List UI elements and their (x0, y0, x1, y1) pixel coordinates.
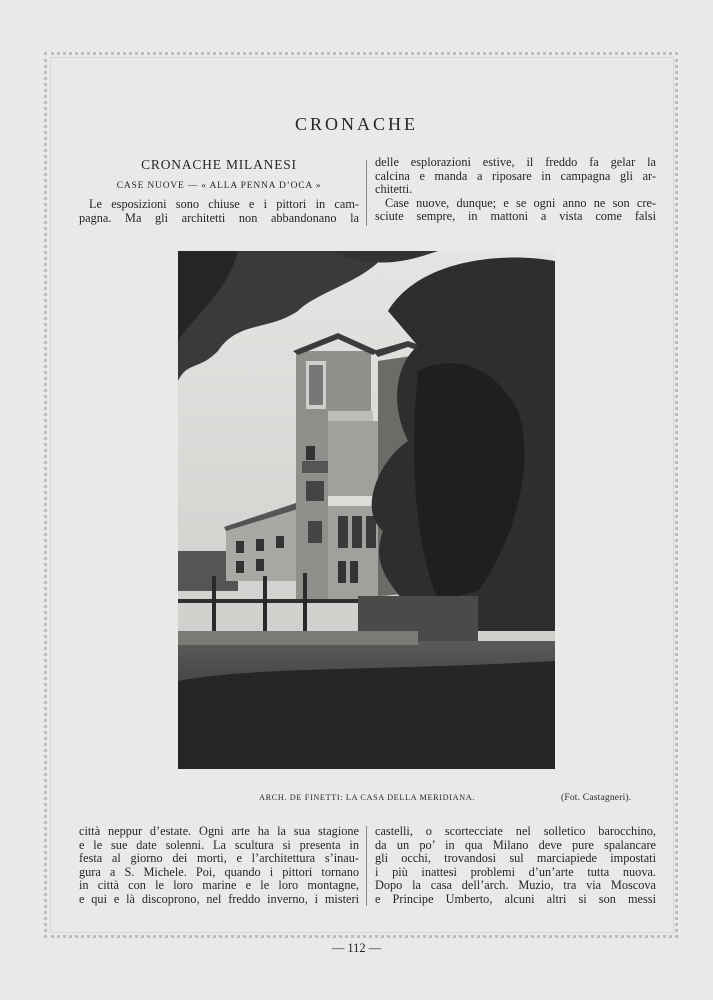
article-heading: CRONACHE MILANESI (141, 157, 297, 172)
column-divider (366, 826, 367, 906)
text-line: Dopo la casa dell’arch. Muzio, tra via Moscova (375, 878, 656, 893)
text-line: chitetti. (375, 182, 413, 197)
text-line: città neppur d’estate. Ogni arte ha la sua stagione (79, 824, 359, 838)
text-line: Case nuove, dunque; e se ogni anno ne son cre- (385, 195, 656, 210)
text-line: in città con le loro marine e le loro montagne, (79, 878, 359, 893)
text-line: gli occhi, trovandosi sul marciapiede impostati (375, 851, 656, 866)
text-line: e Principe Umberto, alcuni altri si son messi (375, 891, 656, 906)
column-bottom-left (79, 825, 359, 907)
text-line: delle esplorazioni estive, il freddo fa gelar la (375, 155, 656, 169)
text-line: e le sue date solenni. La scultura si presenta in (79, 837, 359, 852)
photo-credit: (Fot. Castagneri). (561, 793, 632, 803)
text-line: pagna. Ma gli architetti non abbandonano la (79, 210, 359, 225)
photograph-image (178, 251, 555, 769)
column-divider (366, 160, 367, 226)
column-bottom-right (375, 825, 656, 907)
figure-caption: ARCH. DE FINETTI: LA CASA DELLA MERIDIANA. (259, 793, 476, 802)
text-line: calcina e manda a riposare in campagna gli ar- (375, 168, 656, 183)
text-line: sciute sempre, in mattoni a vista come falsi (375, 209, 656, 224)
text-line: gura a S. Michele. Poi, quando i pittori tornano (79, 864, 359, 879)
column-top-right (375, 156, 656, 224)
column-top-left (79, 158, 359, 225)
text-line: da un po’ in qua Milano deve pure spalancare (375, 837, 656, 852)
page-title: CRONACHE (294, 114, 418, 134)
article-subheading: CASE NUOVE — « ALLA PENNA D’OCA » (116, 180, 322, 191)
text-line: festa al giorno dei morti, e l’architettura s’inau- (79, 851, 359, 866)
page-number: — 112 — (331, 941, 382, 955)
photograph (178, 251, 555, 769)
text-line: i più inattesi problemi d’un’arte tutta nuova. (375, 864, 656, 879)
text-line: castelli, o scortecciate nel solletico barocchino, (375, 824, 656, 838)
text-line: Le esposizioni sono chiuse e i pittori in cam- (89, 197, 359, 212)
text-line: e qui e là discoprono, nel freddo inverno, i misteri (79, 891, 359, 906)
